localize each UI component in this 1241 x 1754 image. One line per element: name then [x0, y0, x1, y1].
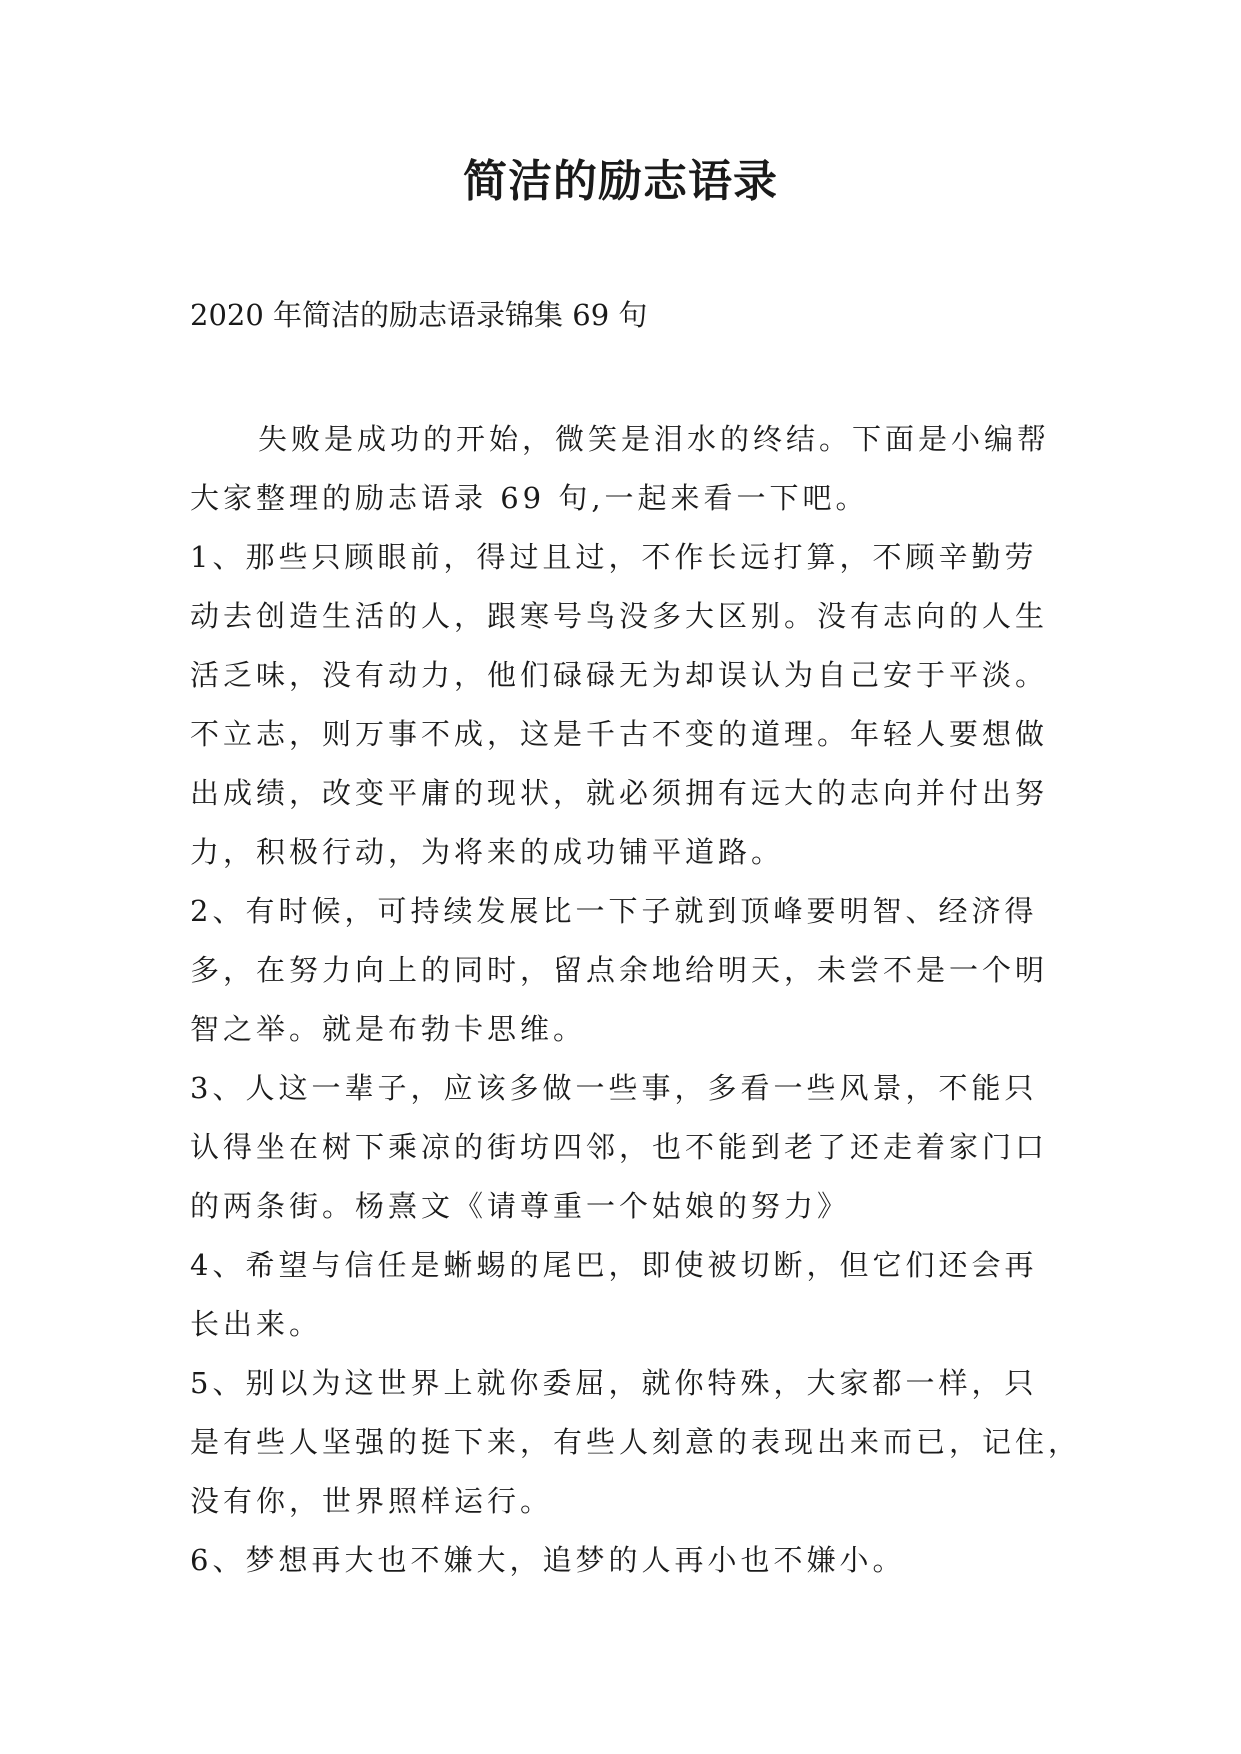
paragraph-line: 6、梦想再大也不嫌大，追梦的人再小也不嫌小。 — [190, 1543, 906, 1577]
quote-item-2 — [190, 882, 1070, 1059]
paragraph-line: 多，在努力向上的同时，留点余地给明天，未尝不是一个明 — [190, 953, 1049, 987]
paragraph-line: 1、那些只顾眼前，得过且过，不作长远打算，不顾辛勤劳 — [190, 540, 1038, 574]
paragraph-line: 3、人这一辈子，应该多做一些事，多看一些风景，不能只 — [190, 1071, 1038, 1105]
intro-paragraph — [190, 410, 1070, 528]
paragraph-line: 失败是成功的开始，微笑是泪水的终结。下面是小编帮 — [258, 422, 1051, 456]
paragraph-line: 是有些人坚强的挺下来，有些人刻意的表现出来而已，记住， — [190, 1425, 1082, 1459]
paragraph-line: 力，积极行动，为将来的成功铺平道路。 — [190, 835, 785, 869]
paragraph-line: 5、别以为这世界上就你委屈，就你特殊，大家都一样，只 — [190, 1366, 1038, 1400]
paragraph-line: 出成绩，改变平庸的现状，就必须拥有远大的志向并付出努 — [190, 776, 1049, 810]
paragraph-line: 认得坐在树下乘凉的街坊四邻，也不能到老了还走着家门口 — [190, 1130, 1049, 1164]
document-title: 简洁的励志语录 — [463, 156, 778, 207]
paragraph-line: 长出来。 — [190, 1307, 323, 1341]
paragraph-line: 4、希望与信任是蜥蜴的尾巴，即使被切断，但它们还会再 — [190, 1248, 1038, 1282]
paragraph-line: 动去创造生活的人，跟寒号鸟没多大区别。没有志向的人生 — [190, 599, 1049, 633]
paragraph-line: 智之举。就是布勃卡思维。 — [190, 1012, 587, 1046]
quote-item-1 — [190, 528, 1070, 882]
quote-item-4 — [190, 1236, 1070, 1354]
document-subtitle: 2020 年简洁的励志语录锦集 69 句 — [190, 298, 648, 332]
quote-item-5 — [190, 1354, 1082, 1531]
paragraph-line: 活乏味，没有动力，他们碌碌无为却误认为自己安于平淡。 — [190, 658, 1049, 692]
document-body — [190, 410, 1082, 1590]
paragraph-line: 没有你，世界照样运行。 — [190, 1484, 554, 1518]
quote-item-3 — [190, 1059, 1070, 1236]
paragraph-line: 大家整理的励志语录 69 句,一起来看一下吧。 — [190, 481, 869, 515]
paragraph-line: 的两条街。杨熹文《请尊重一个姑娘的努力》 — [190, 1189, 851, 1223]
paragraph-line: 不立志，则万事不成，这是千古不变的道理。年轻人要想做 — [190, 717, 1049, 751]
paragraph-line: 2、有时候，可持续发展比一下子就到顶峰要明智、经济得 — [190, 894, 1038, 928]
quote-item-6 — [190, 1531, 1070, 1590]
